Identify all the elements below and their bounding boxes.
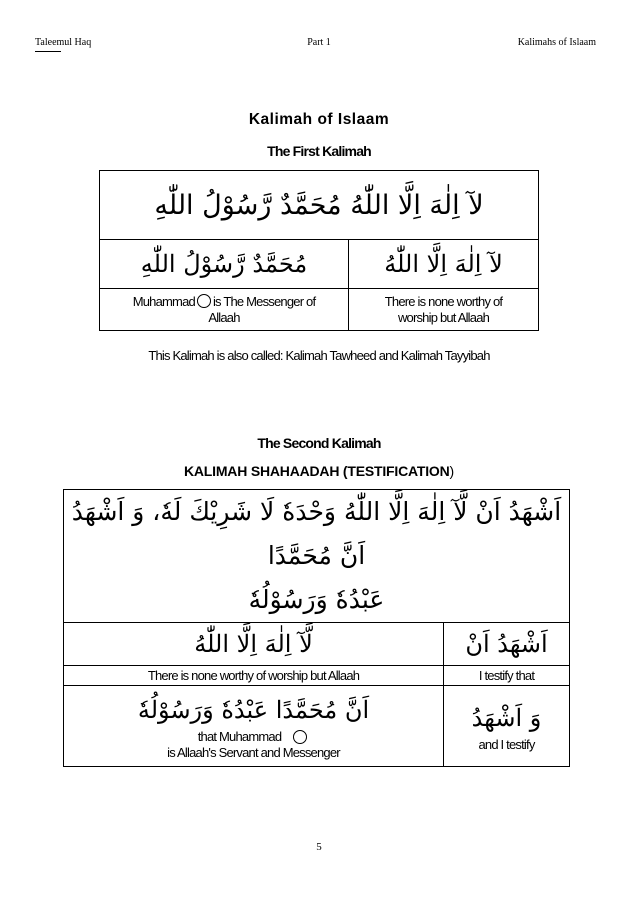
first-kalimah-english-left — [100, 289, 349, 331]
row2-arabic-left: اَنَّ مُحَمَّدًا عَبْدُهٗ وَرَسُوْلُهٗ — [137, 696, 370, 724]
subtitle-bold: KALIMAH SHAHAADAH (TESTIFICATION — [183, 463, 450, 479]
first-kalimah-english-right — [349, 289, 539, 331]
row2-right — [444, 686, 570, 767]
worship-text: worship but Allaah — [397, 309, 490, 325]
salutation-icon — [293, 730, 307, 744]
header-right: Kalimahs of Islaam — [517, 37, 596, 48]
header-left: Taleemul Haq — [35, 37, 92, 48]
second-kalimah-arabic-line2: عَبْدُهٗ وَرَسُوْلُهٗ — [248, 585, 385, 614]
page-title: Kalimah of Islaam — [248, 111, 390, 128]
first-kalimah-arabic-right: لآ اِلٰهَ اِلَّا اللّٰهُ — [349, 240, 539, 289]
row1-arabic-right: اَشْهَدُ اَنْ — [444, 623, 570, 666]
subtitle-close: ) — [449, 463, 454, 479]
row1-english-left: There is none worthy of worship but Allaah — [64, 666, 444, 686]
second-kalimah-subtitle — [0, 463, 638, 479]
row2-english-right: and I testify — [478, 737, 535, 752]
second-kalimah-heading: The Second Kalimah — [257, 435, 381, 451]
row1-arabic-left: لَّآ اِلٰهَ اِلَّا اللّٰهُ — [64, 623, 444, 666]
also-called-note: This Kalimah is also called: Kalimah Tawheed and Kalimah Tayyibah — [148, 348, 490, 363]
row2-left — [64, 686, 444, 767]
messenger-text: is The Messenger of — [212, 293, 316, 309]
first-kalimah-arabic-left: مُحَمَّدٌ رَّسُوْلُ اللّٰهِ — [100, 240, 349, 289]
second-kalimah-table — [63, 489, 570, 767]
salutation-icon — [197, 294, 211, 308]
muhammad-text: Muhammad — [132, 293, 195, 309]
header-center: Part 1 — [307, 37, 331, 48]
first-kalimah-heading: The First Kalimah — [267, 143, 371, 159]
that-muhammad-text: that Muhammad — [197, 729, 282, 744]
row2-english-left-line1 — [64, 729, 443, 745]
allaah-text: Allaah — [208, 309, 240, 325]
page-number: 5 — [316, 841, 322, 853]
row1-english-right: I testify that — [444, 666, 570, 686]
none-worthy-text: There is none worthy of — [384, 293, 503, 309]
row2-english-left-line2: is Allaah's Servant and Messenger — [167, 745, 340, 760]
first-kalimah-table — [99, 170, 539, 331]
second-kalimah-arabic-full — [64, 490, 570, 623]
row2-arabic-right: وَ اَشْهَدُ — [471, 704, 542, 732]
second-kalimah-arabic-line1: اَشْهَدُ اَنْ لَّآ اِلٰهَ اِلَّا اللّٰهُ وَحْدَهٗ لَا شَرِيْكَ لَهٗ، وَ اَشْهَدُ اَنَّ مُحَمَّدًا — [71, 497, 562, 570]
first-kalimah-arabic-full: لآ اِلٰهَ اِلَّا اللّٰهُ مُحَمَّدٌ رَّسُوْلُ اللّٰهِ — [100, 171, 539, 240]
